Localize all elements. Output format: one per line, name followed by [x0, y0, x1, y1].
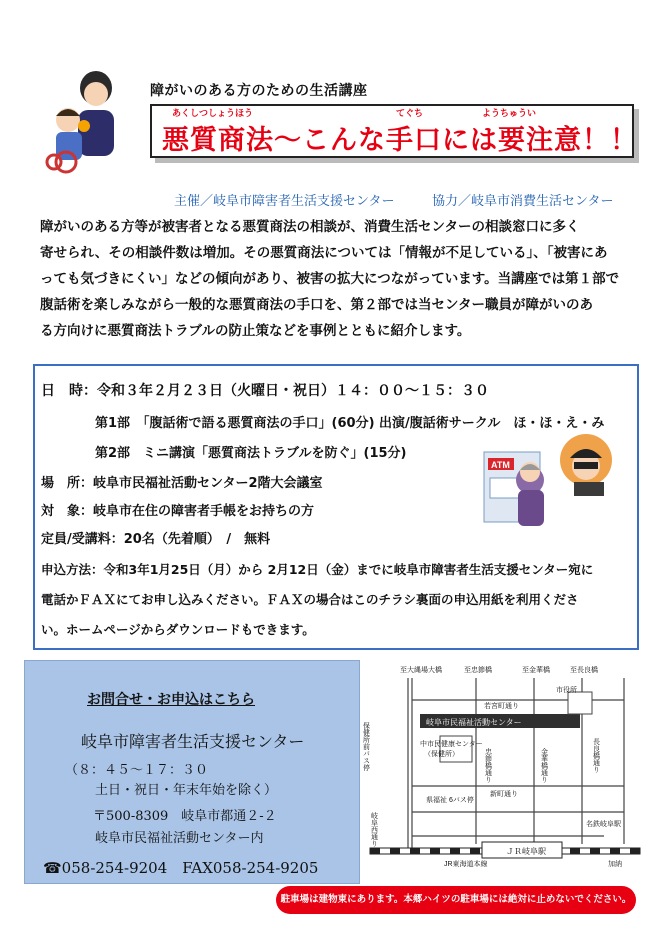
- map-label: 名鉄岐阜駅: [586, 821, 621, 828]
- contact-address1: 〒500-8309 岐阜市都通２-２: [93, 809, 277, 824]
- map-label: 岐阜市民福祉活動センター: [426, 718, 522, 727]
- place-value: 岐阜市民福祉活動センター2階大会議室: [93, 476, 323, 491]
- map-label: 長良橋通り: [592, 738, 600, 773]
- location-map: [364, 662, 664, 868]
- datetime-label: 日 時：: [41, 383, 97, 399]
- datetime-row: [41, 380, 489, 400]
- title-part1: 悪質商法: [162, 125, 274, 156]
- atm-scam-illustration: [478, 432, 620, 536]
- apply-line2: 電話かＦＡＸにてお申し込みください。ＦＡＸの場合はこのチラシ裏面の申込用紙を利用くださ: [41, 592, 579, 607]
- contact-hours: （８：４５～１７：３０: [65, 763, 209, 778]
- intro-line: 腹話術を楽しみながら一般的な悪質商法の手口を、第２部では当センター職員が障がいのあ: [40, 297, 593, 313]
- map-label: 至大縄場大橋: [400, 667, 442, 674]
- program-part2: 第2部 ミニ講演「悪質商法トラブルを防ぐ」(15分): [95, 446, 407, 461]
- apply-line3: い。ホームページからダウンロードもできます。: [41, 622, 315, 637]
- map-label: 中市民健康センター: [420, 741, 483, 748]
- place-row: [41, 472, 323, 491]
- map-label: （保健所）: [424, 751, 459, 758]
- program-part1: 第1部 「腹話術で語る悪質商法の手口」(60分) 出演/腹話術サークル ほ・ほ・え・み: [95, 416, 605, 431]
- map-label: 市役所: [556, 687, 577, 694]
- map-label: 至長良橋: [570, 667, 598, 674]
- contact-phone-fax: ☎058-254-9204 FAX058-254-9205: [43, 859, 319, 877]
- contact-box: [24, 660, 360, 884]
- map-label: 保健所前バス停: [362, 722, 370, 771]
- map-label: 県福祉 6バス停: [426, 797, 474, 804]
- atm-sign: ATM: [491, 460, 510, 470]
- intro-line: っても気づきにくい」などの傾向があり、被害の拡大につながっています。当講座では第１部で: [40, 271, 620, 287]
- map-label: 至金華橋: [522, 667, 550, 674]
- map-label: 忠節橋通り: [484, 748, 492, 783]
- map-label: 至忠節橋: [464, 667, 492, 674]
- target-label: 対 象：: [41, 504, 94, 519]
- ruby-akushitsu: あくしつしょうほう: [172, 109, 254, 119]
- intro-line: 寄せられ、その相談件数は増加。その悪質商法については「情報が不足している」、「被害にあ: [40, 245, 608, 261]
- place-label: 場 所：: [41, 476, 94, 491]
- apply-line1: 令和3年1月25日（月）から 2月12日（金）までに岐阜市障害者生活支援センター宛に: [103, 562, 594, 577]
- capacity-row: [41, 528, 270, 547]
- map-label: 岐阜西通り: [370, 812, 378, 847]
- map-label: ＪＲ岐阜駅: [506, 847, 546, 856]
- contact-address2: 岐阜市民福祉活動センター内: [95, 831, 264, 846]
- title-part2: ～こんな手口には要注意！！: [274, 125, 638, 156]
- map-label: 加納: [608, 861, 622, 868]
- organizer-cooperation: 協力／岐阜市消費生活センター: [432, 194, 614, 209]
- contact-heading: お問合せ・お申込はこちら: [87, 692, 255, 708]
- parking-notice: 駐車場は建物東にあります。本郷ハイツの駐車場には絶対に止めないでください。: [276, 886, 636, 914]
- intro-line: る方向けに悪質商法トラブルの防止策などを事例とともに紹介します。: [40, 323, 471, 339]
- capacity-label: 定員/受講料：: [41, 532, 124, 547]
- ruby-teguchi: てぐち: [396, 109, 424, 119]
- capacity-value: 20名（先着順） / 無料: [123, 532, 271, 547]
- organizer-host: 主催／岐阜市障害者生活支援センター: [174, 194, 395, 209]
- contact-closed: 土日・祝日・年末年始を除く）: [95, 783, 278, 798]
- intro-line: 障がいのある方等が被害者となる悪質商法の相談が、消費生活センターの相談窓口に多く: [40, 219, 580, 235]
- target-row: [41, 500, 314, 519]
- map-label: JR東海道本線: [444, 861, 488, 868]
- event-subtitle: 障がいのある方のための生活講座: [150, 83, 368, 99]
- target-value: 岐阜市在住の障害者手帳をお持ちの方: [93, 504, 315, 519]
- intro-text: [40, 214, 640, 344]
- page-title: [162, 118, 638, 157]
- apply-row: [41, 560, 593, 578]
- contact-org: 岐阜市障害者生活支援センター: [81, 732, 305, 751]
- map-label: 新町通り: [490, 791, 518, 798]
- ruby-youchuui: ようちゅうい: [482, 109, 537, 119]
- apply-label: 申込方法：: [41, 562, 104, 577]
- map-label: 金華橋通り: [540, 748, 548, 783]
- datetime-value: 令和３年２月２３日（火曜日・祝日）１４：００～１５：３０: [97, 383, 489, 399]
- people-illustration: [44, 70, 136, 172]
- map-label: 若宮町通り: [484, 703, 519, 710]
- title-box: [150, 104, 638, 158]
